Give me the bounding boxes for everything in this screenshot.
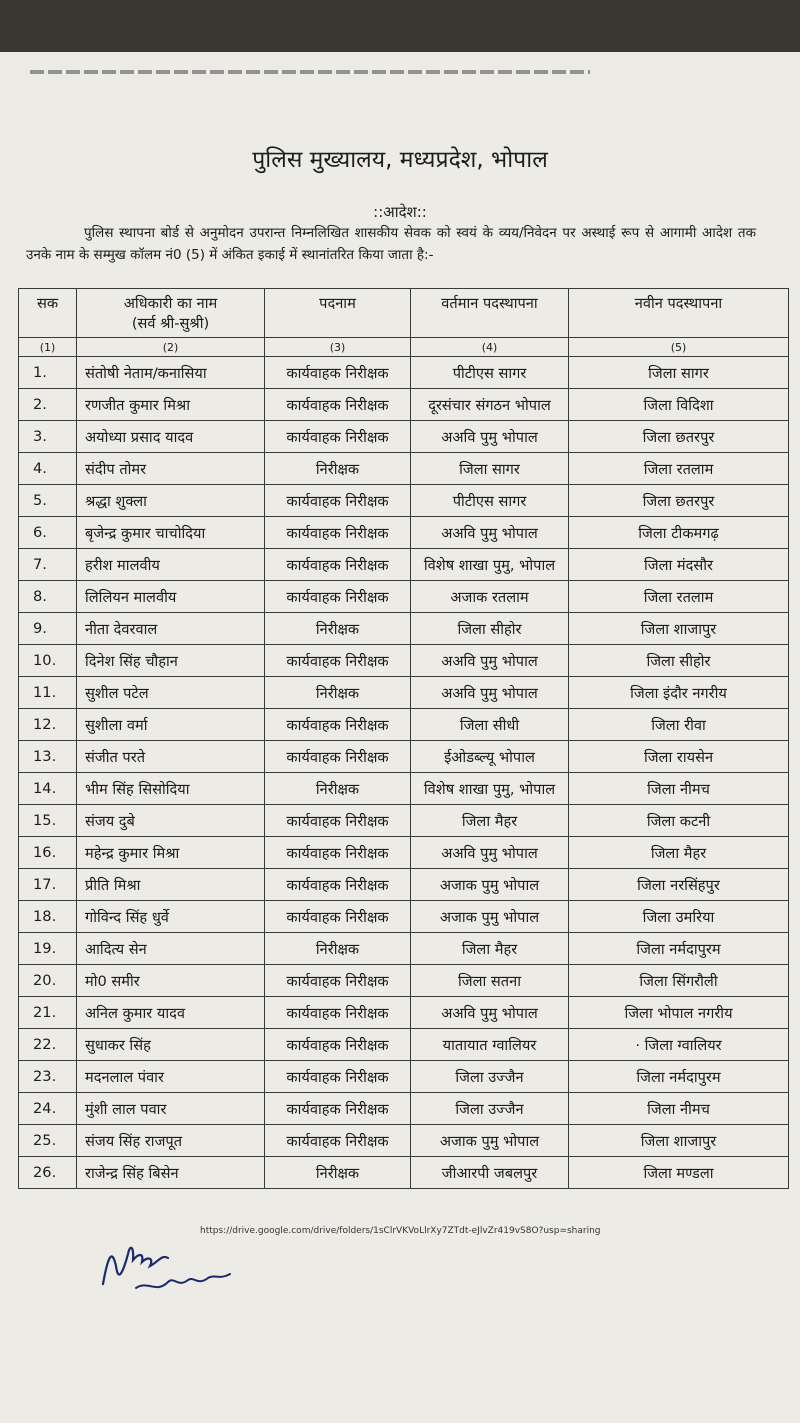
cell-new-posting: जिला रतलाम: [569, 581, 789, 613]
cell-current-posting: जीआरपी जबलपुर: [411, 1157, 569, 1189]
cell-current-posting: जिला सीहोर: [411, 613, 569, 645]
cell-current-posting: जिला मैहर: [411, 933, 569, 965]
col-header-sn: सक: [19, 289, 77, 338]
cell-officer-name: सुशीला वर्मा: [77, 709, 265, 741]
cell-officer-name: बृजेन्द्र कुमार चाचोदिया: [77, 517, 265, 549]
cell-officer-name: गोविन्द सिंह धुर्वे: [77, 901, 265, 933]
table-row: [19, 965, 789, 997]
cell-officer-name: संजय दुबे: [77, 805, 265, 837]
cell-officer-name: आदित्य सेन: [77, 933, 265, 965]
cell-designation: निरीक्षक: [265, 1157, 411, 1189]
table-row: [19, 1157, 789, 1189]
cell-new-posting: जिला नीमच: [569, 1093, 789, 1125]
table-row: [19, 805, 789, 837]
cell-officer-name: संजीत परते: [77, 741, 265, 773]
cell-current-posting: जिला सागर: [411, 453, 569, 485]
cell-serial: 17.: [19, 869, 77, 901]
table-row: [19, 837, 789, 869]
cell-serial: 26.: [19, 1157, 77, 1189]
cell-new-posting: जिला टीकमगढ़: [569, 517, 789, 549]
col-number-3: (3): [265, 338, 411, 357]
cell-designation: कार्यवाहक निरीक्षक: [265, 709, 411, 741]
table-row: [19, 453, 789, 485]
table-row: [19, 1061, 789, 1093]
cell-new-posting: जिला सीहोर: [569, 645, 789, 677]
cell-officer-name: संतोषी नेताम/कनासिया: [77, 357, 265, 389]
cell-serial: 3.: [19, 421, 77, 453]
cell-current-posting: दूरसंचार संगठन भोपाल: [411, 389, 569, 421]
cell-current-posting: पीटीएस सागर: [411, 485, 569, 517]
cell-designation: कार्यवाहक निरीक्षक: [265, 965, 411, 997]
cell-officer-name: राजेन्द्र सिंह बिसेन: [77, 1157, 265, 1189]
cell-designation: कार्यवाहक निरीक्षक: [265, 357, 411, 389]
cell-designation: कार्यवाहक निरीक्षक: [265, 1125, 411, 1157]
cell-new-posting: जिला मंदसौर: [569, 549, 789, 581]
cell-serial: 13.: [19, 741, 77, 773]
cell-new-posting: जिला सिंगरौली: [569, 965, 789, 997]
cell-officer-name: मुंशी लाल पवार: [77, 1093, 265, 1125]
cell-new-posting: जिला विदिशा: [569, 389, 789, 421]
cell-designation: कार्यवाहक निरीक्षक: [265, 581, 411, 613]
torn-edge-rule: [30, 70, 590, 74]
col-number-2: (2): [77, 338, 265, 357]
cell-current-posting: पीटीएस सागर: [411, 357, 569, 389]
table-row: [19, 581, 789, 613]
cell-current-posting: अअवि पुमु भोपाल: [411, 517, 569, 549]
col-number-1: (1): [19, 338, 77, 357]
cell-serial: 14.: [19, 773, 77, 805]
handwritten-signature: [98, 1236, 268, 1296]
cell-officer-name: भीम सिंह सिसोदिया: [77, 773, 265, 805]
table-row: [19, 997, 789, 1029]
cell-current-posting: अअवि पुमु भोपाल: [411, 645, 569, 677]
cell-officer-name: संदीप तोमर: [77, 453, 265, 485]
cell-serial: 21.: [19, 997, 77, 1029]
order-heading: ::आदेश::: [373, 203, 427, 221]
cell-serial: 15.: [19, 805, 77, 837]
cell-officer-name: लिलियन मालवीय: [77, 581, 265, 613]
cell-designation: कार्यवाहक निरीक्षक: [265, 997, 411, 1029]
cell-designation: कार्यवाहक निरीक्षक: [265, 389, 411, 421]
cell-designation: कार्यवाहक निरीक्षक: [265, 1029, 411, 1061]
cell-new-posting: जिला इंदौर नगरीय: [569, 677, 789, 709]
table-row: [19, 517, 789, 549]
cell-serial: 4.: [19, 453, 77, 485]
cell-current-posting: अजाक पुमु भोपाल: [411, 901, 569, 933]
cell-new-posting: जिला नरसिंहपुर: [569, 869, 789, 901]
cell-officer-name: अनिल कुमार यादव: [77, 997, 265, 1029]
table-row: [19, 709, 789, 741]
cell-officer-name: सुशील पटेल: [77, 677, 265, 709]
table-row: [19, 741, 789, 773]
cell-serial: 16.: [19, 837, 77, 869]
cell-current-posting: जिला सीधी: [411, 709, 569, 741]
cell-new-posting: · जिला ग्वालियर: [569, 1029, 789, 1061]
cell-current-posting: जिला उज्जैन: [411, 1093, 569, 1125]
cell-serial: 7.: [19, 549, 77, 581]
cell-new-posting: जिला छतरपुर: [569, 421, 789, 453]
table-row: [19, 677, 789, 709]
cell-new-posting: जिला सागर: [569, 357, 789, 389]
cell-serial: 10.: [19, 645, 77, 677]
cell-new-posting: जिला मैहर: [569, 837, 789, 869]
cell-officer-name: संजय सिंह राजपूत: [77, 1125, 265, 1157]
col-header-new-posting: नवीन पदस्थापना: [569, 289, 789, 338]
cell-current-posting: जिला उज्जैन: [411, 1061, 569, 1093]
col-header-name: अधिकारी का नाम (सर्व श्री-सुश्री): [77, 289, 265, 338]
transfer-table: [18, 288, 789, 1189]
cell-designation: कार्यवाहक निरीक्षक: [265, 549, 411, 581]
cell-designation: कार्यवाहक निरीक्षक: [265, 421, 411, 453]
col-header-current-posting: वर्तमान पदस्थापना: [411, 289, 569, 338]
cell-new-posting: जिला नीमच: [569, 773, 789, 805]
cell-serial: 11.: [19, 677, 77, 709]
cell-current-posting: अजाक पुमु भोपाल: [411, 1125, 569, 1157]
cell-new-posting: जिला नर्मदापुरम: [569, 1061, 789, 1093]
table-header-row: [19, 289, 789, 338]
cell-current-posting: अअवि पुमु भोपाल: [411, 677, 569, 709]
table-row: [19, 773, 789, 805]
table-column-number-row: [19, 338, 789, 357]
cell-officer-name: महेन्द्र कुमार मिश्रा: [77, 837, 265, 869]
table-row: [19, 901, 789, 933]
cell-new-posting: जिला रायसेन: [569, 741, 789, 773]
cell-current-posting: अजाक पुमु भोपाल: [411, 869, 569, 901]
order-intro-text: पुलिस स्थापना बोर्ड से अनुमोदन उपरान्त निम्नलिखित शासकीय सेवक को स्वयं के व्यय/निवेदन पर अस्थाई रूप से आगामी आदेश तक उनके नाम के सम्मुख कॉलम नं0 (5) में अंकित इकाई में स्थानांतरित किया जाता है:-: [26, 225, 756, 263]
cell-serial: 5.: [19, 485, 77, 517]
cell-new-posting: जिला कटनी: [569, 805, 789, 837]
cell-current-posting: जिला मैहर: [411, 805, 569, 837]
cell-current-posting: विशेष शाखा पुमु, भोपाल: [411, 549, 569, 581]
cell-designation: कार्यवाहक निरीक्षक: [265, 1061, 411, 1093]
cell-designation: निरीक्षक: [265, 613, 411, 645]
cell-officer-name: नीता देवरवाल: [77, 613, 265, 645]
cell-designation: कार्यवाहक निरीक्षक: [265, 1093, 411, 1125]
cell-designation: निरीक्षक: [265, 933, 411, 965]
cell-serial: 25.: [19, 1125, 77, 1157]
table-row: [19, 357, 789, 389]
cell-officer-name: रणजीत कुमार मिश्रा: [77, 389, 265, 421]
cell-new-posting: जिला भोपाल नगरीय: [569, 997, 789, 1029]
col-number-4: (4): [411, 338, 569, 357]
cell-serial: 23.: [19, 1061, 77, 1093]
cell-current-posting: जिला सतना: [411, 965, 569, 997]
cell-current-posting: विशेष शाखा पुमु, भोपाल: [411, 773, 569, 805]
cell-designation: निरीक्षक: [265, 453, 411, 485]
cell-serial: 6.: [19, 517, 77, 549]
cell-serial: 18.: [19, 901, 77, 933]
table-row: [19, 1093, 789, 1125]
cell-designation: कार्यवाहक निरीक्षक: [265, 517, 411, 549]
cell-current-posting: अअवि पुमु भोपाल: [411, 997, 569, 1029]
col-header-designation: पदनाम: [265, 289, 411, 338]
cell-new-posting: जिला नर्मदापुरम: [569, 933, 789, 965]
cell-current-posting: अजाक रतलाम: [411, 581, 569, 613]
document-title: पुलिस मुख्यालय, मध्यप्रदेश, भोपाल: [252, 147, 548, 173]
cell-current-posting: अअवि पुमु भोपाल: [411, 421, 569, 453]
table-row: [19, 421, 789, 453]
cell-officer-name: दिनेश सिंह चौहान: [77, 645, 265, 677]
table-row: [19, 933, 789, 965]
cell-current-posting: ईओडब्ल्यू भोपाल: [411, 741, 569, 773]
table-row: [19, 869, 789, 901]
drive-link-text: https://drive.google.com/drive/folders/1sClrVKVoLlrXy7ZTdt-eJlvZr419vS8O?usp=sharing: [200, 1226, 601, 1236]
cell-designation: कार्यवाहक निरीक्षक: [265, 741, 411, 773]
cell-serial: 12.: [19, 709, 77, 741]
cell-serial: 20.: [19, 965, 77, 997]
table-row: [19, 1029, 789, 1061]
table-row: [19, 485, 789, 517]
table-row: [19, 549, 789, 581]
cell-current-posting: अअवि पुमु भोपाल: [411, 837, 569, 869]
cell-officer-name: मो0 समीर: [77, 965, 265, 997]
cell-new-posting: जिला मण्डला: [569, 1157, 789, 1189]
cell-designation: कार्यवाहक निरीक्षक: [265, 837, 411, 869]
cell-serial: 2.: [19, 389, 77, 421]
cell-serial: 1.: [19, 357, 77, 389]
cell-serial: 22.: [19, 1029, 77, 1061]
cell-designation: कार्यवाहक निरीक्षक: [265, 805, 411, 837]
cell-designation: कार्यवाहक निरीक्षक: [265, 485, 411, 517]
cell-new-posting: जिला रीवा: [569, 709, 789, 741]
cell-current-posting: यातायात ग्वालियर: [411, 1029, 569, 1061]
cell-officer-name: सुधाकर सिंह: [77, 1029, 265, 1061]
cell-serial: 8.: [19, 581, 77, 613]
cell-serial: 9.: [19, 613, 77, 645]
cell-serial: 19.: [19, 933, 77, 965]
col-number-5: (5): [569, 338, 789, 357]
cell-serial: 24.: [19, 1093, 77, 1125]
cell-officer-name: मदनलाल पंवार: [77, 1061, 265, 1093]
cell-designation: कार्यवाहक निरीक्षक: [265, 869, 411, 901]
cell-new-posting: जिला शाजापुर: [569, 613, 789, 645]
cell-new-posting: जिला छतरपुर: [569, 485, 789, 517]
table-row: [19, 645, 789, 677]
table-row: [19, 389, 789, 421]
cell-officer-name: हरीश मालवीय: [77, 549, 265, 581]
cell-officer-name: अयोध्या प्रसाद यादव: [77, 421, 265, 453]
cell-designation: निरीक्षक: [265, 773, 411, 805]
cell-designation: कार्यवाहक निरीक्षक: [265, 901, 411, 933]
cell-new-posting: जिला रतलाम: [569, 453, 789, 485]
table-row: [19, 613, 789, 645]
cell-designation: निरीक्षक: [265, 677, 411, 709]
cell-designation: कार्यवाहक निरीक्षक: [265, 645, 411, 677]
table-row: [19, 1125, 789, 1157]
cell-new-posting: जिला उमरिया: [569, 901, 789, 933]
cell-officer-name: प्रीति मिश्रा: [77, 869, 265, 901]
cell-new-posting: जिला शाजापुर: [569, 1125, 789, 1157]
cell-officer-name: श्रद्धा शुक्ला: [77, 485, 265, 517]
